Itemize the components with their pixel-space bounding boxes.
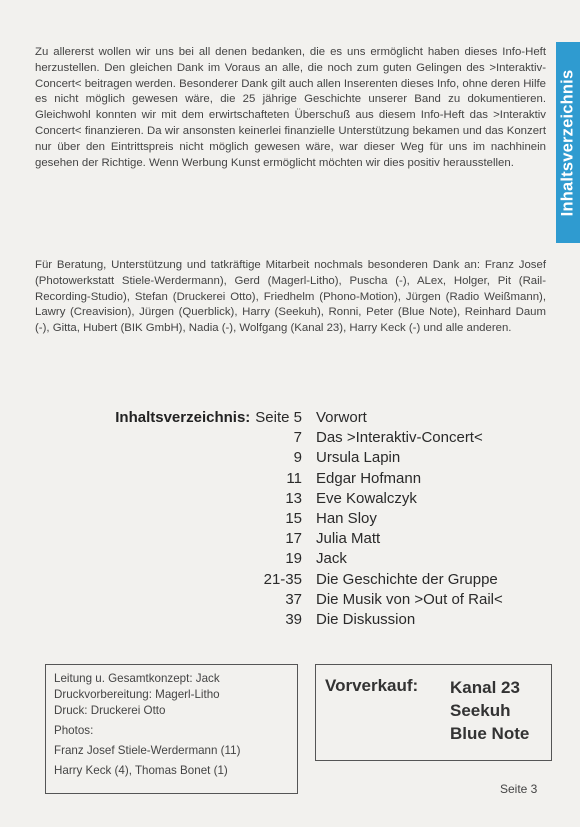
toc-entry: [0, 610, 580, 630]
toc-entry-title: Julia Matt: [316, 530, 381, 548]
toc-entry: [0, 428, 580, 448]
credit-photo-1: Franz Josef Stiele-Werdermann (11): [54, 744, 241, 757]
toc-entry-page: 37: [285, 590, 302, 608]
toc-entry: [0, 489, 580, 509]
credit-prepress: Druckvorbereitung: Magerl-Litho: [54, 688, 220, 701]
toc-entry-title: Ursula Lapin: [316, 449, 401, 467]
credit-lead: Leitung u. Gesamtkonzept: Jack: [54, 672, 220, 685]
presale-places: [450, 676, 529, 745]
toc-entry: [0, 529, 580, 549]
toc-entry-title: Jack: [316, 550, 347, 568]
toc-entry: [0, 469, 580, 489]
toc-entry-title: Die Geschichte der Gruppe: [316, 570, 498, 588]
presale-label: Vorverkauf:: [325, 676, 419, 695]
toc-entry-page: 7: [293, 429, 302, 447]
credit-photos-label: Photos:: [54, 724, 94, 737]
toc-entry-title: Vorwort: [316, 409, 367, 426]
intro-paragraph-thanks: Zu allererst wollen wir uns bei all denen bedanken, die es uns ermöglicht haben dieses Info-Heft herzustellen. Den gleichen Dank im Voraus an alle, die noch zum guten Gelingen des >Interaktiv-Concert< beitragen werden. Besonderer Dank gilt auch allen Inserenten dieses Info, ohne deren Hilfe es nicht möglich gewesen wäre, die 25 jährige Geschichte unserer Band zu dokumentieren. Gleichwohl konnten wir mit dem erwirtschafteten Überschuß aus diesem Info-Heft das >Interaktiv Concert< finanzieren. Da wir ansonsten keinerlei finanzielle Unterstützung bekamen und das Konzert nur über den Eintrittspreis nicht möglich gewesen wäre, war dieser Weg für uns im nachhinein gesehen der Richtige. Wenn Werbung Kunst ermöglicht möchten wir dies positiv herausstellen.: [35, 46, 546, 169]
toc-entry: [0, 549, 580, 569]
toc-entry-title: Eve Kowalczyk: [316, 489, 417, 507]
toc-entry-page: 11: [286, 469, 302, 487]
toc-entry-page: 15: [285, 510, 302, 527]
credit-photo-2: Harry Keck (4), Thomas Bonet (1): [54, 764, 228, 777]
toc-entry-page: Seite 5: [255, 409, 302, 426]
toc-entry-page: 13: [285, 489, 302, 507]
side-tab-label: Inhaltsverzeichnis: [558, 69, 577, 216]
toc-heading: Inhaltsverzeichnis:: [115, 409, 251, 426]
intro-paragraph-acknowledgements: Für Beratung, Unterstützung und tatkräftige Mitarbeit nochmals besonderen Dank an: Franz Josef (Photowerkstatt Stiele-Werdermann), Gerd (Magerl-Litho), Puscha (-), ALex, Holger, Pit (Rail-Recording-Studio), Stefan (Druckerei Otto), Friedhelm (Phono-Motion), Jürgen (Radio Weißmann), Lawry (Creavision), Jürgen (Querblick), Harry (Seekuh), Ronni, Peter (Blue Note), Reinhard Daum (-), Gitta, Hubert (BIK GmbH), Nadia (-), Wolfgang (Kanal 23), Harry Keck (-) und alle anderen.: [35, 259, 546, 335]
toc-entry: [0, 570, 580, 590]
toc-entry: [0, 448, 580, 468]
toc-entry: [0, 509, 580, 529]
toc-entry-title: Die Musik von >Out of Rail<: [316, 590, 503, 608]
side-tab-contents: [556, 42, 580, 243]
toc-entry: [0, 590, 580, 610]
toc-entry-title: Edgar Hofmann: [316, 469, 422, 487]
presale-place-1: Kanal 23: [450, 678, 520, 697]
toc-entry-page: 21-35: [263, 570, 302, 588]
toc-entry-title: Das >Interaktiv-Concert<: [316, 429, 483, 447]
presale-place-2: Seekuh: [450, 701, 511, 720]
toc-entry-title: Han Sloy: [316, 510, 377, 527]
credits-box: [45, 664, 298, 794]
toc-entry-page: 17: [285, 530, 302, 548]
toc-entry-title: Die Diskussion: [316, 611, 416, 628]
page-number: Seite 3: [500, 782, 538, 796]
presale-box: [315, 664, 552, 761]
toc-entry: [0, 408, 580, 428]
presale-place-3: Blue Note: [450, 724, 530, 743]
toc-entry-page: 19: [285, 550, 302, 568]
credit-print: Druck: Druckerei Otto: [54, 704, 166, 717]
toc-entry-page: 39: [285, 611, 302, 628]
toc-entry-page: 9: [293, 449, 302, 467]
